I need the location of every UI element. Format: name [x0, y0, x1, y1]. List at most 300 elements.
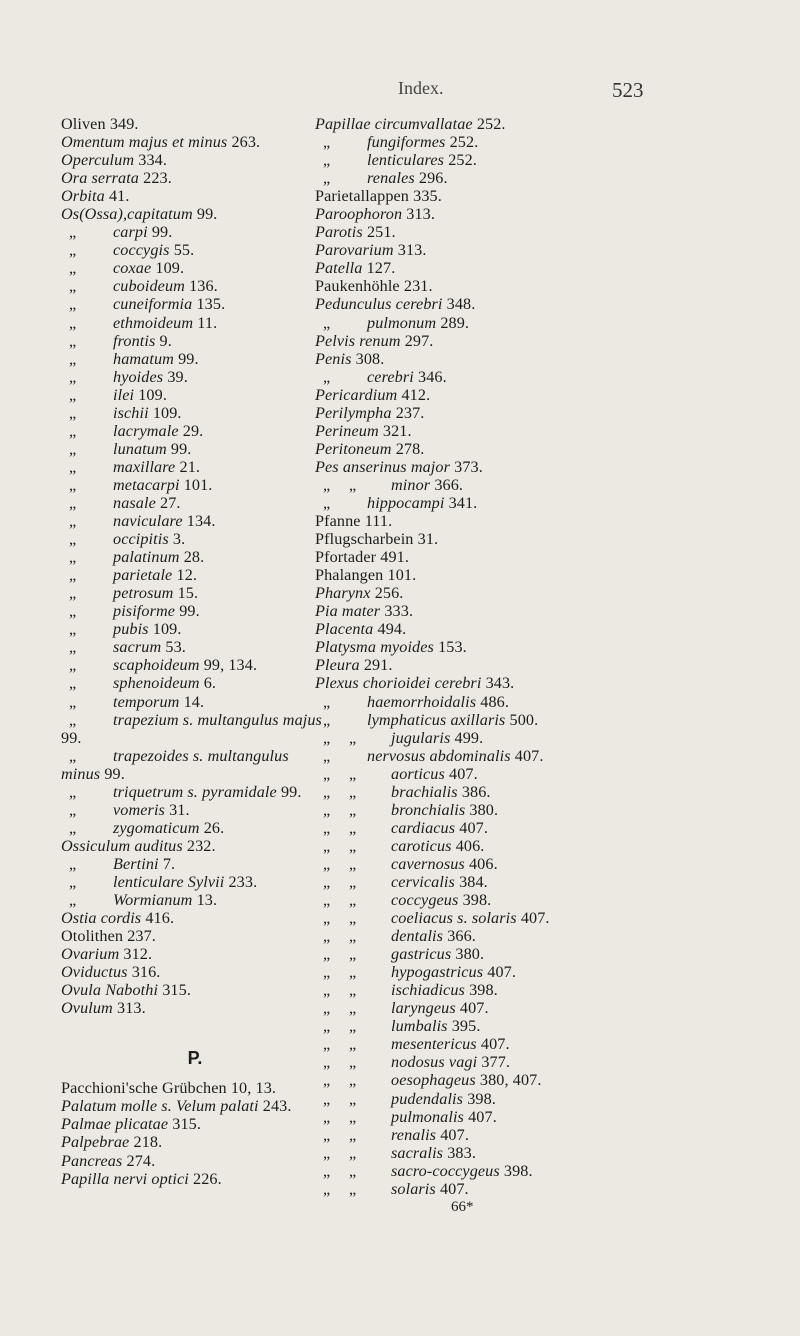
index-entry: [61, 476, 329, 494]
index-entry: [315, 422, 635, 440]
index-entry: [315, 729, 635, 747]
ditto-mark: „: [349, 800, 357, 819]
index-term: sacralis: [391, 1143, 444, 1162]
page-reference: 27.: [160, 493, 181, 512]
index-term: coeliacus s. solaris: [391, 909, 517, 928]
ditto-mark: „: [69, 349, 77, 368]
index-term: Operculum: [61, 151, 135, 170]
page-reference: 136.: [189, 277, 218, 296]
index-term: metacarpi: [113, 475, 180, 494]
page-reference: 486.: [480, 692, 510, 711]
ditto-mark: „: [69, 313, 77, 332]
page-header: [0, 78, 800, 102]
page-reference: 398.: [469, 981, 498, 1000]
page-reference: 407.: [514, 746, 544, 765]
index-term: Pes anserinus major: [315, 457, 450, 476]
ditto-mark: „: [323, 764, 331, 783]
index-term: Palmae plicatae: [61, 1115, 169, 1134]
page-reference: 407.: [449, 764, 478, 783]
page-reference: 407.: [459, 818, 489, 837]
ditto-mark: „: [323, 782, 331, 801]
ditto-mark: „: [349, 1017, 357, 1036]
index-term: Palatum molle s. Velum palati: [61, 1097, 259, 1116]
page-reference: 99.: [170, 439, 192, 458]
index-entry: [61, 819, 329, 837]
index-entry: [315, 133, 635, 151]
ditto-mark: „: [323, 999, 331, 1018]
page-reference: 380.: [469, 800, 499, 819]
ditto-mark: „: [323, 945, 331, 964]
page-reference: 278.: [395, 439, 425, 458]
ditto-mark: „: [349, 927, 357, 946]
index-term: Papilla nervi optici: [61, 1169, 189, 1188]
page-reference: 407.: [439, 1179, 469, 1198]
ditto-mark: „: [69, 746, 77, 765]
index-entry: [61, 494, 329, 512]
page-reference: 135.: [196, 295, 226, 314]
index-entry: [61, 602, 329, 620]
index-entry: [315, 1126, 635, 1144]
page-reference: 10, 13.: [230, 1079, 277, 1098]
ditto-mark: „: [349, 981, 357, 1000]
section-letter-p: P.: [187, 1048, 203, 1069]
ditto-mark: „: [349, 891, 357, 910]
index-term: hippocampi: [367, 493, 445, 512]
index-entry: [315, 981, 635, 999]
index-term: temporum: [113, 692, 180, 711]
page-reference: 109.: [138, 385, 167, 404]
index-entry: [315, 873, 635, 891]
index-entry: [61, 747, 329, 783]
index-term: Penis: [315, 349, 352, 368]
page-reference: 315.: [172, 1115, 202, 1134]
index-entry: [61, 801, 329, 819]
index-entry: [61, 1079, 329, 1097]
index-term: nodosus vagi: [391, 1053, 478, 1072]
index-entry: [315, 223, 635, 241]
page-reference: 226.: [193, 1169, 222, 1188]
ditto-mark: „: [323, 1179, 331, 1198]
page-reference: 233.: [228, 872, 258, 891]
page-reference: 296.: [418, 169, 448, 188]
ditto-mark: „: [69, 439, 77, 458]
page-reference: 412.: [401, 385, 431, 404]
page-reference: 218.: [133, 1133, 163, 1152]
index-term: Pedunculus cerebri: [315, 295, 443, 314]
ditto-mark: „: [323, 493, 331, 512]
index-term: nasale: [113, 493, 156, 512]
index-entry: [315, 530, 635, 548]
page-reference: 99.: [104, 764, 125, 783]
ditto-mark: „: [69, 475, 77, 494]
index-entry: [315, 855, 635, 873]
index-entry: [315, 1053, 635, 1071]
page-reference: 21.: [179, 457, 201, 476]
ditto-mark: „: [349, 728, 357, 747]
index-entry: [61, 548, 329, 566]
index-entry: [61, 693, 329, 711]
page-reference: 53.: [165, 638, 186, 657]
index-term: trapezoides s. multangulus minus: [61, 746, 289, 783]
page-reference: 223.: [143, 169, 172, 188]
index-term: cuneiformia: [113, 295, 193, 314]
page-reference: 237.: [127, 927, 156, 946]
index-entry: [61, 368, 329, 386]
index-term: zygomaticum: [113, 818, 200, 837]
page-reference: 346.: [418, 367, 447, 386]
index-term: jugularis: [391, 728, 451, 747]
index-entry: [61, 350, 329, 368]
index-term: brachialis: [391, 782, 458, 801]
index-term: vomeris: [113, 800, 165, 819]
index-entry: [315, 963, 635, 981]
ditto-mark: „: [349, 854, 357, 873]
index-term: pudendalis: [391, 1089, 464, 1108]
index-entry: [315, 512, 635, 530]
index-section-p-continued: [315, 115, 635, 1198]
page-reference: 252.: [449, 133, 479, 152]
index-term: hypogastricus: [391, 963, 484, 982]
page-reference: 341.: [448, 493, 478, 512]
ditto-mark: „: [69, 674, 77, 693]
ditto-mark: „: [69, 620, 77, 639]
ditto-mark: „: [349, 1053, 357, 1072]
ditto-mark: „: [323, 1143, 331, 1162]
index-term: lumbalis: [391, 1017, 448, 1036]
ditto-mark: „: [69, 295, 77, 314]
index-entry: [315, 295, 635, 313]
index-entry: [61, 422, 329, 440]
ditto-mark: „: [69, 493, 77, 512]
index-entry: [315, 1108, 635, 1126]
ditto-mark: „: [69, 891, 77, 910]
ditto-mark: „: [323, 927, 331, 946]
ditto-mark: „: [69, 385, 77, 404]
index-entry: [61, 674, 329, 692]
ditto-mark: „: [69, 566, 77, 585]
index-term: Pacchioni'sche Grübchen: [61, 1079, 227, 1098]
index-entry: [61, 259, 329, 277]
page-reference: 406.: [468, 854, 498, 873]
page-reference: 134.: [186, 512, 216, 531]
index-term: lenticulares: [367, 151, 445, 170]
index-entry: [315, 837, 635, 855]
index-entry: [61, 512, 329, 530]
index-entry: [61, 115, 329, 133]
index-term: Pia mater: [315, 602, 381, 621]
index-section-p: [61, 1079, 329, 1187]
ditto-mark: „: [349, 818, 357, 837]
index-entry: [61, 1133, 329, 1151]
page-reference: 14.: [183, 692, 205, 711]
ditto-mark: „: [349, 1107, 357, 1126]
index-term: Perineum: [315, 421, 379, 440]
ditto-mark: „: [323, 728, 331, 747]
index-term: Os(Ossa),capitatum: [61, 205, 193, 224]
index-entry: [315, 332, 635, 350]
page-reference: 333.: [384, 602, 414, 621]
page-reference: 263.: [231, 133, 261, 152]
index-entry: [61, 566, 329, 584]
index-term: renales: [367, 169, 415, 188]
ditto-mark: „: [323, 1017, 331, 1036]
page-reference: 348.: [446, 295, 476, 314]
index-entry: [315, 205, 635, 223]
index-term: pulmonum: [367, 313, 437, 332]
ditto-mark: „: [323, 133, 331, 152]
index-entry: [315, 602, 635, 620]
page-reference: 373.: [454, 457, 483, 476]
index-entry: [315, 277, 635, 295]
index-term: Patella: [315, 259, 363, 278]
index-term: gastricus: [391, 945, 452, 964]
index-term: sphenoideum: [113, 674, 200, 693]
ditto-mark: „: [69, 403, 77, 422]
index-entry: [61, 981, 329, 999]
index-entry: [315, 819, 635, 837]
page-reference: 109.: [155, 259, 185, 278]
index-term: Pelvis renum: [315, 331, 401, 350]
index-term: solaris: [391, 1179, 436, 1198]
ditto-mark: „: [323, 367, 331, 386]
page-reference: 31.: [417, 530, 439, 549]
ditto-mark: „: [69, 457, 77, 476]
index-entry: [61, 404, 329, 422]
ditto-mark: „: [349, 1143, 357, 1162]
ditto-mark: „: [323, 169, 331, 188]
page-reference: 398.: [462, 891, 492, 910]
index-term: renalis: [391, 1125, 437, 1144]
ditto-mark: „: [349, 963, 357, 982]
index-term: mesentericus: [391, 1035, 477, 1054]
index-term: parietale: [113, 566, 173, 585]
index-entry: [315, 259, 635, 277]
page-reference: 407.: [480, 1035, 510, 1054]
page-reference: 386.: [461, 782, 491, 801]
ditto-mark: „: [69, 367, 77, 386]
page-reference: 99.: [179, 602, 200, 621]
page-reference: 500.: [509, 710, 539, 729]
page-reference: 12.: [176, 566, 198, 585]
index-entry: [61, 909, 329, 927]
index-term: scaphoideum: [113, 656, 200, 675]
page-reference: 99.: [280, 782, 302, 801]
index-term: pulmonalis: [391, 1107, 464, 1126]
page-reference: 13.: [196, 891, 218, 910]
ditto-mark: „: [323, 963, 331, 982]
index-term: Ora serrata: [61, 169, 139, 188]
index-entry: [315, 476, 635, 494]
index-term: Plexus chorioidei cerebri: [315, 674, 482, 693]
index-term: cuboideum: [113, 277, 185, 296]
index-term: caroticus: [391, 836, 452, 855]
index-term: fungiformes: [367, 133, 446, 152]
index-entry: [61, 332, 329, 350]
index-entry: [61, 927, 329, 945]
ditto-mark: „: [349, 836, 357, 855]
page-reference: 377.: [481, 1053, 511, 1072]
page-reference: 380.: [455, 945, 485, 964]
ditto-mark: „: [323, 313, 331, 332]
ditto-mark: „: [349, 1035, 357, 1054]
ditto-mark: „: [323, 1089, 331, 1108]
index-term: carpi: [113, 223, 148, 242]
page-reference: 26.: [203, 818, 225, 837]
ditto-mark: „: [349, 1071, 357, 1090]
index-term: pubis: [113, 620, 149, 639]
index-entry: [315, 368, 635, 386]
index-column-left: [61, 115, 329, 1188]
index-entry: [315, 1017, 635, 1035]
ditto-mark: „: [323, 151, 331, 170]
index-term: lenticulare Sylvii: [113, 872, 225, 891]
page-reference: 313.: [397, 241, 427, 260]
ditto-mark: „: [349, 782, 357, 801]
index-entry: [315, 1090, 635, 1108]
index-entry: [315, 765, 635, 783]
index-entry: [61, 1115, 329, 1133]
ditto-mark: „: [323, 909, 331, 928]
page-reference: 406.: [455, 836, 485, 855]
ditto-mark: „: [323, 1107, 331, 1126]
index-entry: [61, 837, 329, 855]
page-reference: 398.: [503, 1161, 533, 1180]
index-term: Pleura: [315, 656, 360, 675]
page-reference: 308.: [355, 349, 385, 368]
index-entry: [61, 440, 329, 458]
index-entry: [61, 169, 329, 187]
index-term: Ovulum: [61, 999, 113, 1018]
index-term: Pharynx: [315, 584, 371, 603]
page-reference: 3.: [172, 530, 186, 549]
page-reference: 349.: [109, 115, 139, 133]
page-reference: 9.: [159, 331, 172, 350]
page-reference: 99.: [178, 349, 199, 368]
index-entry: [315, 638, 635, 656]
ditto-mark: „: [69, 421, 77, 440]
page-reference: 383.: [447, 1143, 476, 1162]
page-reference: 395.: [451, 1017, 481, 1036]
page-reference: 407.: [459, 999, 489, 1018]
ditto-mark: „: [69, 331, 77, 350]
ditto-mark: „: [69, 638, 77, 657]
index-term: maxillare: [113, 457, 176, 476]
index-term: palatinum: [113, 548, 180, 567]
index-entry: [61, 205, 329, 223]
page-reference: 499.: [454, 728, 484, 747]
ditto-mark: „: [69, 692, 77, 711]
signature-mark: 66*: [451, 1198, 474, 1215]
ditto-mark: „: [69, 512, 77, 531]
index-term: Papillae circumvallatae: [315, 115, 473, 133]
index-entry: [61, 1097, 329, 1115]
page-reference: 41.: [108, 187, 130, 206]
page-reference: 366.: [434, 475, 464, 494]
ditto-mark: „: [323, 981, 331, 1000]
index-term: ilei: [113, 385, 135, 404]
index-entry: [61, 656, 329, 674]
page-reference: 6.: [203, 674, 217, 693]
ditto-mark: „: [323, 710, 331, 729]
page-reference: 55.: [173, 241, 195, 260]
ditto-mark: „: [349, 945, 357, 964]
ditto-mark: „: [69, 584, 77, 603]
index-term: sacrum: [113, 638, 162, 657]
index-entry: [315, 783, 635, 801]
index-term: Orbita: [61, 187, 105, 206]
index-entry: [315, 1071, 635, 1089]
index-term: coxae: [113, 259, 152, 278]
index-entry: [315, 440, 635, 458]
ditto-mark: „: [69, 854, 77, 873]
page-reference: 7.: [162, 854, 176, 873]
index-entry: [315, 1180, 635, 1198]
index-term: Omentum majus et minus: [61, 133, 228, 152]
index-term: frontis: [113, 331, 156, 350]
index-term: occipitis: [113, 530, 169, 549]
index-entry: [61, 638, 329, 656]
index-entry: [61, 223, 329, 241]
index-term: Pflugscharbein: [315, 530, 414, 549]
index-entry: [61, 1170, 329, 1188]
ditto-mark: „: [323, 800, 331, 819]
index-term: lunatum: [113, 439, 167, 458]
index-entry: [61, 277, 329, 295]
page-reference: 494.: [377, 620, 407, 639]
index-entry: [61, 873, 329, 891]
index-term: Paukenhöhle: [315, 277, 400, 296]
index-entry: [315, 999, 635, 1017]
page-reference: 407.: [468, 1107, 497, 1126]
index-entry: [315, 404, 635, 422]
index-entry: [315, 927, 635, 945]
ditto-mark: „: [69, 241, 77, 260]
index-entry: [61, 187, 329, 205]
index-term: dentalis: [391, 927, 444, 946]
index-entry: [61, 386, 329, 404]
index-entry: [61, 314, 329, 332]
index-term: cervicalis: [391, 872, 455, 891]
index-term: aorticus: [391, 764, 445, 783]
index-entry: [61, 151, 329, 169]
ditto-mark: „: [323, 1125, 331, 1144]
ditto-mark: „: [349, 1089, 357, 1108]
index-entry: [61, 711, 329, 747]
index-entry: [315, 494, 635, 512]
page-reference: 232.: [186, 836, 216, 855]
index-term: Platysma myoides: [315, 638, 434, 657]
index-entry: [61, 945, 329, 963]
index-term: Oviductus: [61, 963, 128, 982]
index-entry: [315, 945, 635, 963]
index-entry: [315, 747, 635, 765]
ditto-mark: „: [349, 909, 357, 928]
page-number: 523: [612, 78, 644, 102]
index-term: minor: [391, 475, 431, 494]
index-term: petrosum: [113, 584, 174, 603]
page-reference: 321.: [382, 421, 412, 440]
index-entry: [315, 1144, 635, 1162]
index-term: Parovarium: [315, 241, 394, 260]
page-reference: 109.: [152, 403, 182, 422]
ditto-mark: „: [69, 530, 77, 549]
index-term: naviculare: [113, 512, 183, 531]
index-term: coccygeus: [391, 891, 459, 910]
ditto-mark: „: [323, 836, 331, 855]
page-reference: 101.: [183, 475, 213, 494]
page-reference: 256.: [374, 584, 404, 603]
index-entry: [315, 711, 635, 729]
